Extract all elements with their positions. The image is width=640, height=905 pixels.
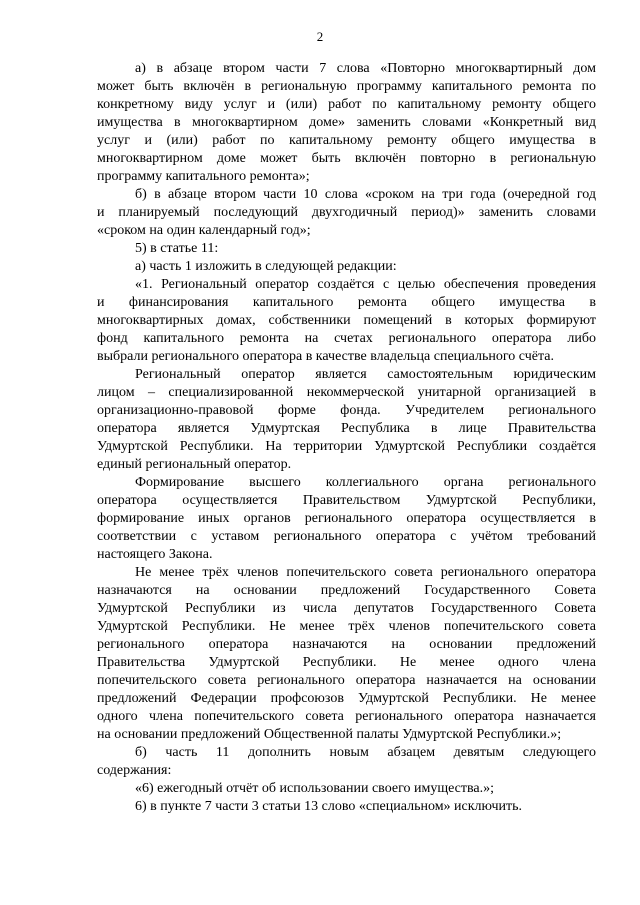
text-line: «6) ежегодный отчёт об использовании своего имущества.»; bbox=[135, 781, 495, 796]
text-line: попечительского совета регионального оператора назначается на основании bbox=[97, 673, 596, 688]
text-line: Удмуртской Республики. Не менее трёх членов попечительского совета bbox=[97, 619, 596, 634]
text-line: конкретному виду услуг и (или) работ по капитальному ремонту общего bbox=[97, 97, 596, 112]
text-line: регионального оператора назначаются на основании предложений bbox=[97, 637, 596, 652]
text-line: б) в абзаце втором части 10 слова «сроком на три года (очередной год bbox=[135, 187, 596, 202]
text-line: Региональный оператор является самостоятельным юридическим bbox=[135, 367, 596, 382]
text-line: «1. Региональный оператор создаётся с целью обеспечения проведения bbox=[135, 277, 596, 292]
text-line: предложений Федерации профсоюзов Удмуртской Республики. Не менее bbox=[97, 691, 596, 706]
text-line: Удмуртской Республики из числа депутатов Государственного Совета bbox=[97, 601, 596, 616]
text-line: на основании предложений Общественной палаты Удмуртской Республики.»; bbox=[97, 727, 562, 742]
text-line: многоквартирных домах, собственники помещений в которых формируют bbox=[97, 313, 596, 328]
text-line: фонд капитального ремонта на счетах регионального оператора либо bbox=[97, 331, 596, 346]
text-line: организационно-правовой форме фонда. Учредителем регионального bbox=[97, 403, 596, 418]
text-line: одного члена попечительского совета регионального оператора назначается bbox=[97, 709, 596, 724]
text-line: Правительства Удмуртской Республики. Не менее одного члена bbox=[97, 655, 596, 670]
text-line: оператора является Удмуртская Республика в лице Правительства bbox=[97, 421, 596, 436]
text-line: настоящего Закона. bbox=[97, 547, 213, 562]
text-line: и планируемый последующий двухгодичный период)» заменить словами bbox=[97, 205, 596, 220]
text-line: оператора осуществляется Правительством Удмуртской Республики, bbox=[97, 493, 596, 508]
text-line: Не менее трёх членов попечительского совета регионального оператора bbox=[135, 565, 596, 580]
page-number: 2 bbox=[316, 29, 324, 44]
text-line: и финансирования капитального ремонта общего имущества в bbox=[97, 295, 596, 310]
text-line: а) часть 1 изложить в следующей редакции: bbox=[135, 259, 397, 274]
text-line: а) в абзаце втором части 7 слова «Повторно многоквартирный дом bbox=[135, 61, 596, 76]
text-line: 6) в пункте 7 части 3 статьи 13 слово «специальном» исключить. bbox=[135, 799, 523, 814]
text-line: единый региональный оператор. bbox=[97, 457, 292, 472]
text-line: программу капитального ремонта»; bbox=[97, 169, 310, 184]
text-line: выбрали регионального оператора в качестве владельца специального счёта. bbox=[97, 349, 554, 364]
text-line: содержания: bbox=[97, 763, 172, 778]
document-body bbox=[97, 60, 596, 816]
text-line: 5) в статье 11: bbox=[135, 241, 219, 256]
text-line: Формирование высшего коллегиального органа регионального bbox=[135, 475, 596, 490]
text-line: формирование иных органов регионального оператора осуществляется в bbox=[97, 511, 596, 526]
text-line: имущества в многоквартирном доме» заменить словами «Конкретный вид bbox=[97, 115, 596, 130]
text-line: может быть включён в региональную программу капитального ремонта по bbox=[97, 79, 596, 94]
text-line: назначаются на основании предложений Государственного Совета bbox=[97, 583, 596, 598]
text-line: б) часть 11 дополнить новым абзацем девятым следующего bbox=[135, 745, 596, 760]
text-line: «сроком на один календарный год»; bbox=[97, 223, 311, 238]
text-line: Удмуртской Республики. На территории Удмуртской Республики создаётся bbox=[97, 439, 596, 454]
text-line: лицом – специализированной некоммерческой унитарной организацией в bbox=[97, 385, 596, 400]
text-line: многоквартирном доме может быть включён повторно в региональную bbox=[97, 151, 596, 166]
text-line: соответствии с уставом регионального оператора с учётом требований bbox=[97, 529, 596, 544]
text-line: услуг и (или) работ по капитальному ремонту общего имущества в bbox=[97, 133, 596, 148]
